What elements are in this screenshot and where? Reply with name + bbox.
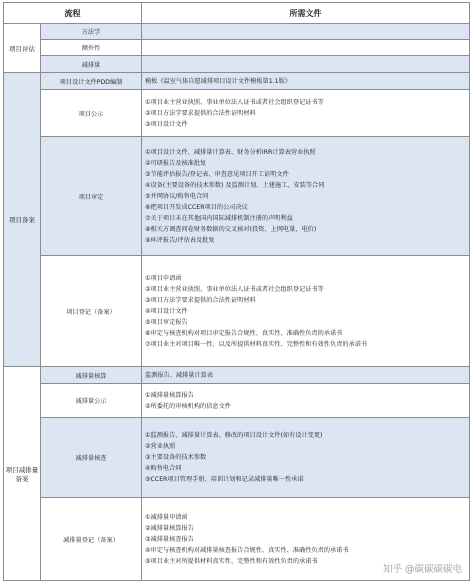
file-line: ②减排量核算报告 — [145, 524, 194, 532]
file-line: ①项目设计文件、减排量计算表、财务分析IRR计算表营业执照 — [145, 148, 316, 156]
file-line: ②营业执照 — [145, 443, 176, 450]
step-cell: 项目公示 — [41, 90, 142, 137]
file-line: ⑥审定与核查机构对项目审定报告合规性、真实性、准确性负责的承诺书 — [145, 329, 343, 337]
step-cell: 减排量 — [41, 56, 142, 73]
watermark-text: 知乎 @碳碳碳碳电 — [382, 564, 462, 575]
files-cell — [142, 137, 470, 256]
step-cell: 减排量登记（备案） — [41, 498, 142, 581]
table-row — [4, 56, 470, 73]
file-line: ①减排量核算报告 — [145, 391, 194, 399]
table-row — [4, 384, 470, 418]
file-line: ⑤CCER项目管理手册、培训计划和记录减排量唯一性承诺 — [145, 476, 304, 483]
watermark — [383, 561, 462, 575]
files-cell — [142, 40, 470, 56]
group-cell: 项目备案 — [4, 73, 41, 367]
header-process: 流程 — [4, 3, 142, 24]
step-cell: 额外性 — [41, 40, 142, 56]
file-line: ④购售电合同 — [145, 465, 182, 472]
file-line: ⑤项目业主对所提供材料真实性、完整性和有效性负责的承诺书 — [145, 557, 318, 565]
step-cell: 减排量核查 — [41, 418, 142, 498]
file-line: ④项目设计文件 — [145, 307, 188, 315]
table-row — [4, 256, 470, 367]
file-line: ⑦关于项目未在其他国内国际减排机制注册的声明利益 — [145, 214, 293, 222]
files-cell — [142, 73, 470, 90]
step-cell: 项目登记（备案） — [41, 256, 142, 367]
file-line: ②项目方法学要求提供的合法性证明材料 — [145, 109, 256, 117]
step-cell: 减排量公示 — [41, 384, 142, 418]
file-line: ②可研报告及核准批复 — [145, 159, 207, 167]
table-row — [4, 90, 470, 137]
file-line: ⑤并网协议/购售电合同 — [145, 192, 209, 200]
ccer-process-table — [3, 2, 470, 581]
file-line: ①监测报告、减排量计算表、修改的项目设计文件(如有设计变更) — [145, 432, 323, 439]
file-line: ⑨环评报告/评估表及批复 — [145, 236, 215, 244]
file-line: ⑥把项目开发成CCER项目的公司决议 — [145, 203, 248, 211]
table-row — [4, 137, 470, 256]
table-row — [4, 40, 470, 56]
step-cell: 项目设计文件PDD编制 — [41, 73, 142, 90]
file-line: ①减排量申请函 — [145, 513, 188, 521]
table-row — [4, 418, 470, 498]
group-cell: 项目评估 — [4, 24, 41, 73]
files-cell — [142, 24, 470, 40]
table-row — [4, 367, 470, 384]
files-cell — [142, 418, 470, 498]
table-row — [4, 24, 470, 40]
table-body — [4, 24, 470, 581]
header-files: 所需文件 — [142, 3, 470, 24]
file-line: ③项目设计文件 — [145, 120, 188, 128]
file-line: ④审定与核查机构对减排量核查报告合规性、真实性、准确性负责的承诺书 — [145, 546, 349, 554]
files-cell — [142, 90, 470, 137]
file-line: 模板《温室气体自愿减排项目设计文件模板第1.1版》 — [145, 77, 291, 85]
file-line: ③节能评估报告/登记表、审查意见项目开工证明文件 — [145, 170, 289, 178]
files-cell — [142, 56, 470, 73]
file-line: ③项目方法学要求提供的合法性证明材料 — [145, 296, 256, 304]
table-row — [4, 73, 470, 90]
step-cell: 项目审定 — [41, 137, 142, 256]
group-cell: 项目减排量备案 — [4, 367, 41, 581]
files-cell — [142, 256, 470, 367]
file-line: ④设备(主要设备的技术参数) 及监测计划、土建施工、安装等合同 — [145, 181, 325, 189]
file-line: ②项目业主营业执照、事业单位法人证书或者社会组织登记证书等 — [145, 285, 324, 293]
table-header-row — [4, 3, 470, 24]
step-cell: 方法学 — [41, 24, 142, 40]
file-line: ①项目申请函 — [145, 274, 182, 282]
file-line: ①项目业主营业执照、事业单位法人证书或者社会组织登记证书等 — [145, 98, 324, 106]
files-cell — [142, 384, 470, 418]
file-line: ②所委托的审核机构的信息文件 — [145, 402, 231, 410]
file-line: ③主要设备的技术参数 — [145, 454, 207, 461]
file-line: ⑦项目业主对项目唯一性、以及所提供材料真实性、完整性和有效性负责的承诺书 — [145, 340, 368, 348]
file-line: ⑤项目审定报告 — [145, 318, 188, 326]
file-line: 监测报告、减排量计算表 — [145, 371, 214, 379]
step-cell: 减排量核算 — [41, 367, 142, 384]
files-cell — [142, 367, 470, 384]
file-line: ⑧相关方调查问卷财务数据的交叉核对(投资、上网电量、电价) — [145, 225, 317, 233]
file-line: ③减排量核查报告 — [145, 535, 194, 543]
